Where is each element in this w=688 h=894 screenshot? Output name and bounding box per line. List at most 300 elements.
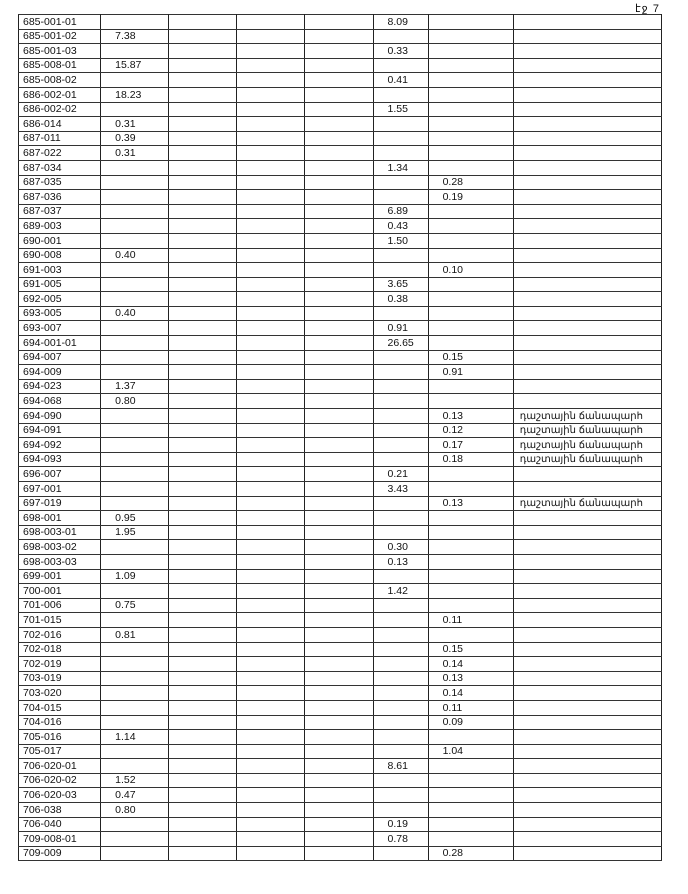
value-col-5-cell — [373, 350, 428, 365]
value-col-2-cell — [169, 671, 237, 686]
value-col-3-cell — [237, 832, 305, 847]
value-col-1-cell — [101, 263, 169, 278]
note-cell — [513, 569, 661, 584]
value-col-6-cell — [428, 306, 513, 321]
value-col-4-cell — [305, 204, 373, 219]
table-row — [19, 730, 662, 745]
value-col-5-cell — [373, 525, 428, 540]
value-col-5-cell — [373, 409, 428, 424]
value-col-1-cell — [101, 671, 169, 686]
note-cell — [513, 146, 661, 161]
parcel-code-cell: 698-003-03 — [19, 554, 101, 569]
table-row — [19, 336, 662, 351]
value-col-4-cell — [305, 467, 373, 482]
value-col-3-cell — [237, 540, 305, 555]
value-col-1-cell: 1.14 — [101, 730, 169, 745]
value-col-6-cell: 0.91 — [428, 365, 513, 380]
value-col-4-cell — [305, 248, 373, 263]
value-col-2-cell — [169, 730, 237, 745]
note-cell — [513, 44, 661, 59]
note-cell — [513, 817, 661, 832]
parcel-code-cell: 702-018 — [19, 642, 101, 657]
value-col-1-cell — [101, 73, 169, 88]
value-col-2-cell — [169, 58, 237, 73]
value-col-6-cell — [428, 832, 513, 847]
value-col-4-cell — [305, 321, 373, 336]
value-col-1-cell — [101, 219, 169, 234]
value-col-3-cell — [237, 15, 305, 30]
value-col-1-cell — [101, 657, 169, 672]
value-col-6-cell: 0.13 — [428, 671, 513, 686]
value-col-6-cell — [428, 467, 513, 482]
value-col-3-cell — [237, 627, 305, 642]
value-col-2-cell — [169, 846, 237, 861]
value-col-5-cell — [373, 496, 428, 511]
note-cell — [513, 87, 661, 102]
table-row — [19, 131, 662, 146]
value-col-1-cell — [101, 190, 169, 205]
value-col-3-cell — [237, 598, 305, 613]
value-col-4-cell — [305, 292, 373, 307]
table-row — [19, 409, 662, 424]
value-col-6-cell — [428, 803, 513, 818]
note-cell — [513, 379, 661, 394]
parcel-code-cell: 706-020-02 — [19, 773, 101, 788]
parcel-code-cell: 690-008 — [19, 248, 101, 263]
value-col-3-cell — [237, 175, 305, 190]
value-col-6-cell — [428, 627, 513, 642]
value-col-4-cell — [305, 438, 373, 453]
value-col-3-cell — [237, 846, 305, 861]
value-col-1-cell — [101, 817, 169, 832]
value-col-6-cell — [428, 540, 513, 555]
value-col-5-cell: 0.30 — [373, 540, 428, 555]
value-col-6-cell — [428, 73, 513, 88]
table-row — [19, 832, 662, 847]
value-col-6-cell — [428, 233, 513, 248]
value-col-2-cell — [169, 394, 237, 409]
value-col-1-cell — [101, 846, 169, 861]
value-col-1-cell — [101, 759, 169, 774]
value-col-5-cell — [373, 190, 428, 205]
value-col-2-cell — [169, 204, 237, 219]
value-col-1-cell: 0.40 — [101, 306, 169, 321]
table-row — [19, 379, 662, 394]
table-row — [19, 846, 662, 861]
note-cell: դաշտային ճանապարհ — [513, 496, 661, 511]
value-col-2-cell — [169, 160, 237, 175]
value-col-1-cell: 0.95 — [101, 511, 169, 526]
table-row — [19, 58, 662, 73]
value-col-4-cell — [305, 277, 373, 292]
parcel-code-cell: 702-016 — [19, 627, 101, 642]
value-col-1-cell — [101, 175, 169, 190]
table-row — [19, 744, 662, 759]
parcel-code-cell: 706-038 — [19, 803, 101, 818]
value-col-5-cell — [373, 175, 428, 190]
value-col-4-cell — [305, 730, 373, 745]
value-col-5-cell — [373, 379, 428, 394]
note-cell — [513, 175, 661, 190]
value-col-1-cell — [101, 15, 169, 30]
value-col-6-cell — [428, 554, 513, 569]
table-row — [19, 394, 662, 409]
table-row — [19, 642, 662, 657]
table-row — [19, 554, 662, 569]
value-col-5-cell — [373, 423, 428, 438]
value-col-5-cell — [373, 773, 428, 788]
note-cell — [513, 292, 661, 307]
value-col-3-cell — [237, 306, 305, 321]
value-col-5-cell — [373, 730, 428, 745]
value-col-6-cell — [428, 204, 513, 219]
table-row — [19, 817, 662, 832]
value-col-6-cell: 0.09 — [428, 715, 513, 730]
value-col-6-cell: 0.28 — [428, 846, 513, 861]
value-col-5-cell: 3.43 — [373, 482, 428, 497]
parcel-code-cell: 694-092 — [19, 438, 101, 453]
value-col-6-cell: 0.15 — [428, 350, 513, 365]
value-col-4-cell — [305, 175, 373, 190]
value-col-3-cell — [237, 321, 305, 336]
value-col-4-cell — [305, 423, 373, 438]
note-cell — [513, 730, 661, 745]
table-row — [19, 482, 662, 497]
value-col-2-cell — [169, 102, 237, 117]
note-cell — [513, 627, 661, 642]
value-col-1-cell — [101, 336, 169, 351]
value-col-6-cell — [428, 58, 513, 73]
value-col-6-cell: 1.04 — [428, 744, 513, 759]
parcel-code-cell: 702-019 — [19, 657, 101, 672]
value-col-2-cell — [169, 482, 237, 497]
parcel-code-cell: 694-090 — [19, 409, 101, 424]
value-col-2-cell — [169, 657, 237, 672]
value-col-3-cell — [237, 233, 305, 248]
value-col-4-cell — [305, 715, 373, 730]
note-cell: դաշտային ճանապարհ — [513, 409, 661, 424]
table-row — [19, 248, 662, 263]
note-cell — [513, 336, 661, 351]
value-col-2-cell — [169, 788, 237, 803]
value-col-4-cell — [305, 482, 373, 497]
value-col-5-cell: 1.50 — [373, 233, 428, 248]
parcel-code-cell: 692-005 — [19, 292, 101, 307]
value-col-4-cell — [305, 15, 373, 30]
value-col-2-cell — [169, 379, 237, 394]
value-col-3-cell — [237, 379, 305, 394]
value-col-5-cell: 1.42 — [373, 584, 428, 599]
value-col-3-cell — [237, 438, 305, 453]
value-col-6-cell: 0.15 — [428, 642, 513, 657]
table-row — [19, 584, 662, 599]
value-col-2-cell — [169, 525, 237, 540]
value-col-3-cell — [237, 511, 305, 526]
table-row — [19, 452, 662, 467]
value-col-5-cell: 0.19 — [373, 817, 428, 832]
parcel-code-cell: 701-006 — [19, 598, 101, 613]
note-cell: դաշտային ճանապարհ — [513, 438, 661, 453]
parcel-code-cell: 694-093 — [19, 452, 101, 467]
value-col-6-cell — [428, 773, 513, 788]
value-col-4-cell — [305, 29, 373, 44]
value-col-6-cell — [428, 511, 513, 526]
value-col-5-cell — [373, 657, 428, 672]
parcel-code-cell: 685-008-02 — [19, 73, 101, 88]
table-row — [19, 438, 662, 453]
value-col-1-cell — [101, 496, 169, 511]
value-col-3-cell — [237, 160, 305, 175]
value-col-3-cell — [237, 773, 305, 788]
note-cell — [513, 642, 661, 657]
value-col-3-cell — [237, 554, 305, 569]
value-col-4-cell — [305, 409, 373, 424]
value-col-6-cell — [428, 394, 513, 409]
value-col-2-cell — [169, 365, 237, 380]
value-col-6-cell — [428, 336, 513, 351]
value-col-6-cell — [428, 292, 513, 307]
table-row — [19, 627, 662, 642]
table-row — [19, 496, 662, 511]
value-col-3-cell — [237, 58, 305, 73]
value-col-1-cell: 0.80 — [101, 394, 169, 409]
value-col-1-cell: 15.87 — [101, 58, 169, 73]
parcel-code-cell: 698-001 — [19, 511, 101, 526]
table-row — [19, 803, 662, 818]
parcel-code-cell: 698-003-02 — [19, 540, 101, 555]
value-col-2-cell — [169, 190, 237, 205]
value-col-3-cell — [237, 759, 305, 774]
parcel-code-cell: 687-035 — [19, 175, 101, 190]
value-col-2-cell — [169, 321, 237, 336]
value-col-5-cell — [373, 248, 428, 263]
table-row — [19, 700, 662, 715]
value-col-4-cell — [305, 117, 373, 132]
value-col-3-cell — [237, 350, 305, 365]
table-row — [19, 102, 662, 117]
value-col-2-cell — [169, 219, 237, 234]
note-cell — [513, 365, 661, 380]
value-col-2-cell — [169, 467, 237, 482]
parcel-code-cell: 706-020-03 — [19, 788, 101, 803]
value-col-1-cell: 18.23 — [101, 87, 169, 102]
note-cell: դաշտային ճանապարհ — [513, 423, 661, 438]
value-col-1-cell — [101, 832, 169, 847]
parcel-code-cell: 709-009 — [19, 846, 101, 861]
value-col-3-cell — [237, 204, 305, 219]
table-row — [19, 321, 662, 336]
value-col-5-cell: 0.91 — [373, 321, 428, 336]
value-col-3-cell — [237, 613, 305, 628]
value-col-5-cell — [373, 58, 428, 73]
value-col-3-cell — [237, 87, 305, 102]
value-col-4-cell — [305, 87, 373, 102]
table-row — [19, 467, 662, 482]
value-col-6-cell: 0.13 — [428, 409, 513, 424]
value-col-1-cell — [101, 613, 169, 628]
value-col-4-cell — [305, 759, 373, 774]
value-col-5-cell: 3.65 — [373, 277, 428, 292]
value-col-4-cell — [305, 379, 373, 394]
parcel-code-cell: 697-019 — [19, 496, 101, 511]
value-col-1-cell: 1.52 — [101, 773, 169, 788]
parcel-code-cell: 697-001 — [19, 482, 101, 497]
value-col-2-cell — [169, 613, 237, 628]
value-col-6-cell — [428, 482, 513, 497]
table-row — [19, 773, 662, 788]
table-row — [19, 44, 662, 59]
parcel-code-cell: 694-023 — [19, 379, 101, 394]
value-col-2-cell — [169, 803, 237, 818]
value-col-3-cell — [237, 394, 305, 409]
value-col-5-cell — [373, 438, 428, 453]
value-col-5-cell — [373, 686, 428, 701]
table-row — [19, 190, 662, 205]
note-cell — [513, 657, 661, 672]
parcel-code-cell: 705-017 — [19, 744, 101, 759]
value-col-1-cell — [101, 467, 169, 482]
land-parcel-table-sheet — [18, 14, 662, 889]
note-cell — [513, 744, 661, 759]
value-col-6-cell — [428, 102, 513, 117]
value-col-3-cell — [237, 131, 305, 146]
value-col-1-cell: 7.38 — [101, 29, 169, 44]
parcel-code-cell: 694-068 — [19, 394, 101, 409]
value-col-6-cell — [428, 321, 513, 336]
table-body — [19, 15, 662, 861]
value-col-1-cell — [101, 438, 169, 453]
value-col-3-cell — [237, 365, 305, 380]
parcel-code-cell: 709-008-01 — [19, 832, 101, 847]
value-col-2-cell — [169, 15, 237, 30]
parcel-code-cell: 687-022 — [19, 146, 101, 161]
parcel-code-cell: 687-034 — [19, 160, 101, 175]
value-col-1-cell — [101, 233, 169, 248]
value-col-5-cell: 6.89 — [373, 204, 428, 219]
value-col-4-cell — [305, 160, 373, 175]
value-col-6-cell — [428, 817, 513, 832]
note-cell — [513, 131, 661, 146]
value-col-5-cell — [373, 715, 428, 730]
value-col-1-cell — [101, 642, 169, 657]
value-col-5-cell — [373, 263, 428, 278]
value-col-2-cell — [169, 627, 237, 642]
value-col-1-cell — [101, 584, 169, 599]
value-col-5-cell — [373, 394, 428, 409]
value-col-1-cell: 0.81 — [101, 627, 169, 642]
value-col-4-cell — [305, 584, 373, 599]
value-col-3-cell — [237, 73, 305, 88]
parcel-code-cell: 685-001-01 — [19, 15, 101, 30]
table-row — [19, 306, 662, 321]
table-row — [19, 540, 662, 555]
value-col-3-cell — [237, 482, 305, 497]
value-col-5-cell — [373, 846, 428, 861]
value-col-1-cell — [101, 700, 169, 715]
value-col-3-cell — [237, 467, 305, 482]
note-cell — [513, 803, 661, 818]
value-col-2-cell — [169, 759, 237, 774]
note-cell — [513, 832, 661, 847]
value-col-2-cell — [169, 336, 237, 351]
value-col-3-cell — [237, 496, 305, 511]
value-col-2-cell — [169, 146, 237, 161]
table-row — [19, 233, 662, 248]
value-col-2-cell — [169, 306, 237, 321]
value-col-6-cell — [428, 525, 513, 540]
value-col-5-cell: 0.13 — [373, 554, 428, 569]
value-col-5-cell: 0.33 — [373, 44, 428, 59]
value-col-2-cell — [169, 117, 237, 132]
value-col-3-cell — [237, 117, 305, 132]
value-col-4-cell — [305, 73, 373, 88]
parcel-code-cell: 694-007 — [19, 350, 101, 365]
parcel-code-cell: 693-005 — [19, 306, 101, 321]
value-col-1-cell — [101, 102, 169, 117]
note-cell — [513, 204, 661, 219]
value-col-5-cell: 0.21 — [373, 467, 428, 482]
note-cell — [513, 219, 661, 234]
note-cell — [513, 686, 661, 701]
value-col-2-cell — [169, 44, 237, 59]
value-col-1-cell — [101, 540, 169, 555]
value-col-4-cell — [305, 744, 373, 759]
value-col-4-cell — [305, 846, 373, 861]
value-col-4-cell — [305, 525, 373, 540]
value-col-4-cell — [305, 817, 373, 832]
table-row — [19, 292, 662, 307]
value-col-2-cell — [169, 248, 237, 263]
table-row — [19, 350, 662, 365]
table-row — [19, 759, 662, 774]
value-col-3-cell — [237, 248, 305, 263]
value-col-1-cell — [101, 321, 169, 336]
value-col-1-cell — [101, 686, 169, 701]
value-col-2-cell — [169, 540, 237, 555]
parcel-code-cell: 694-091 — [19, 423, 101, 438]
note-cell — [513, 248, 661, 263]
parcel-code-cell: 686-014 — [19, 117, 101, 132]
value-col-4-cell — [305, 832, 373, 847]
value-col-6-cell: 0.13 — [428, 496, 513, 511]
value-col-6-cell — [428, 131, 513, 146]
value-col-6-cell — [428, 730, 513, 745]
value-col-3-cell — [237, 686, 305, 701]
value-col-4-cell — [305, 788, 373, 803]
value-col-1-cell: 0.75 — [101, 598, 169, 613]
value-col-3-cell — [237, 584, 305, 599]
value-col-4-cell — [305, 511, 373, 526]
parcel-code-cell: 694-009 — [19, 365, 101, 380]
value-col-6-cell: 0.14 — [428, 686, 513, 701]
value-col-2-cell — [169, 554, 237, 569]
value-col-3-cell — [237, 102, 305, 117]
value-col-3-cell — [237, 657, 305, 672]
parcel-code-cell: 693-007 — [19, 321, 101, 336]
note-cell — [513, 15, 661, 30]
parcel-code-cell: 689-003 — [19, 219, 101, 234]
value-col-1-cell: 1.37 — [101, 379, 169, 394]
value-col-5-cell: 0.38 — [373, 292, 428, 307]
table-row — [19, 117, 662, 132]
value-col-4-cell — [305, 627, 373, 642]
value-col-4-cell — [305, 102, 373, 117]
parcel-code-cell: 690-001 — [19, 233, 101, 248]
value-col-6-cell — [428, 15, 513, 30]
value-col-2-cell — [169, 438, 237, 453]
value-col-4-cell — [305, 233, 373, 248]
parcel-code-cell: 699-001 — [19, 569, 101, 584]
